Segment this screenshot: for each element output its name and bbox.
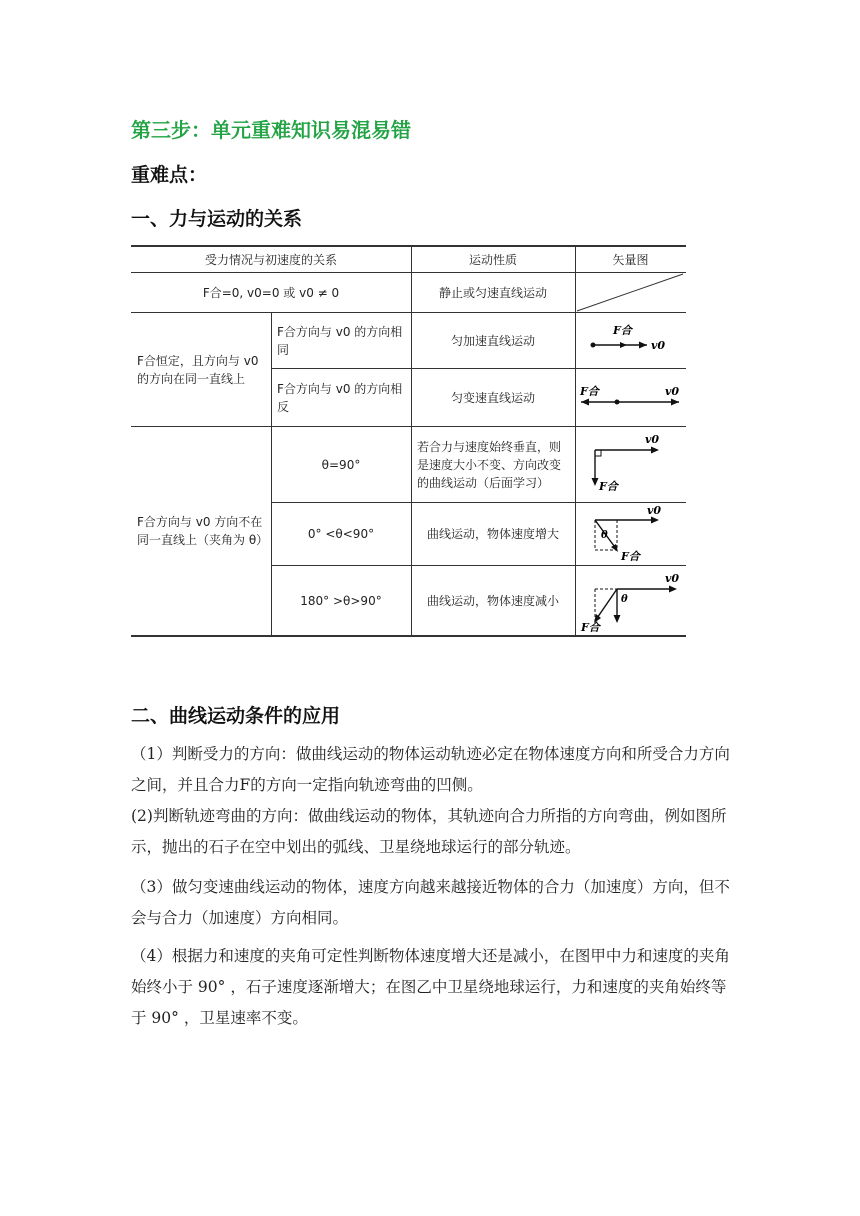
vector-diagram-opposite-direction: [575, 368, 686, 426]
vector-diagram-acute-angle: [575, 502, 686, 565]
header-vector: 矢量图: [612, 252, 649, 267]
force-label: F合: [581, 621, 600, 634]
group1-row1-sub: F合方向与 v0 的方向相同: [277, 324, 403, 357]
angle-label: θ: [621, 594, 628, 605]
row0-motion: 静止或匀速直线运动: [438, 285, 547, 300]
group2-row2-sub: 0° <θ<90°: [307, 527, 375, 541]
vector-diagram-perpendicular: [575, 426, 686, 502]
section2-heading: 二、曲线运动条件的应用: [131, 705, 341, 727]
group2-row3-sub: 180° >θ>90°: [300, 593, 382, 608]
velocity-label: v0: [645, 433, 660, 446]
group1-row2-motion: 匀变速直线运动: [450, 390, 535, 405]
group1-label: F合恒定，且方向与 v0 的方向在同一直线上: [137, 353, 259, 386]
header-motion: 运动性质: [468, 252, 517, 267]
vector-diagram-obtuse-angle: [575, 565, 686, 635]
force-label: F合: [580, 385, 599, 398]
group1-row1-motion: 匀加速直线运动: [450, 333, 535, 348]
vector-diagram-same-direction: [575, 312, 686, 368]
diagonal-slash-icon: [575, 272, 686, 312]
force-label: F合: [599, 480, 618, 493]
group2-row1-motion: 若合力与速度始终垂直，则是速度大小不变、方向改变的曲线运动（后面学习）: [417, 439, 562, 490]
velocity-label: v0: [665, 385, 680, 398]
header-condition: 受力情况与初速度的关系: [204, 252, 337, 267]
force-label: F合: [621, 550, 640, 563]
paragraph-4: （4）根据力和速度的夹角可定性判断物体速度增大还是减小，在图甲中力和速度的夹角始终小于 90° ，石子速度逐渐增大；在图乙中卫星绕地球运行，力和速度的夹角始终等于 90° ，卫星速率不变。: [131, 947, 730, 1027]
group1-row2-sub: F合方向与 v0 的方向相反: [277, 381, 403, 414]
force-label: F合: [613, 324, 632, 337]
row0-condition: F合=0, v0=0 或 v0 ≠ 0: [202, 285, 340, 300]
velocity-label: v0: [651, 339, 666, 352]
group2-row1-sub: θ=90°: [321, 457, 361, 472]
angle-label: θ: [601, 530, 608, 541]
paragraph-2: (2)判断轨迹弯曲的方向：做曲线运动的物体，其轨迹向合力所指的方向弯曲，例如图所示，抛出的石子在空中划出的弧线、卫星绕地球运行的部分轨迹。: [131, 807, 727, 856]
force-motion-table: [131, 245, 686, 637]
step-heading: 第三步：单元重难知识易混易错: [131, 118, 411, 142]
group2-row3-motion: 曲线运动，物体速度减小: [426, 593, 559, 608]
velocity-label: v0: [647, 504, 662, 517]
velocity-label: v0: [665, 572, 680, 585]
group2-label: F合方向与 v0 方向不在同一直线上（夹角为 θ）: [137, 515, 269, 547]
key-points-heading: 重难点：: [131, 164, 208, 186]
paragraph-3: （3）做匀变速曲线运动的物体，速度方向越来越接近物体的合力（加速度）方向，但不会与合力（加速度）方向相同。: [131, 878, 730, 927]
section1-heading: 一、力与运动的关系: [131, 208, 303, 230]
paragraph-1: （1）判断受力的方向：做曲线运动的物体运动轨迹必定在物体速度方向和所受合力方向之间，并且合力F的方向一定指向轨迹弯曲的凹侧。: [131, 745, 730, 794]
group2-row2-motion: 曲线运动，物体速度增大: [426, 527, 559, 541]
